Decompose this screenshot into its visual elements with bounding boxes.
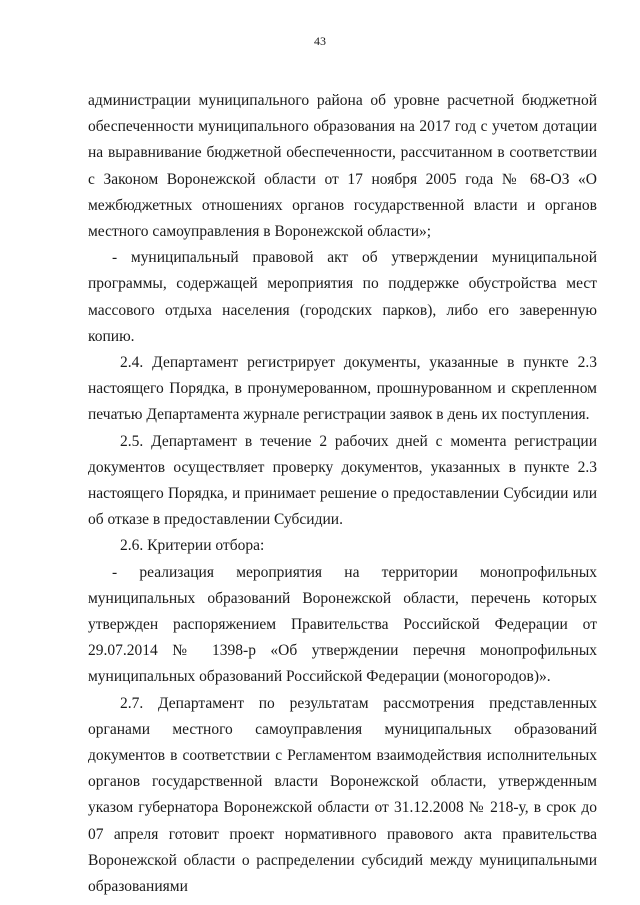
paragraph-continuation-administration: администрации муниципального района об уровне расчетной бюджетной обеспеченности муниципального образования на 2017 год с учетом дотации на выравнивание бюджетной обеспеченности, рассчитанном в соответствии с Законом Воронежской области от 17 ноября 2005 года № 68-ОЗ «О межбюджетных отношениях органов государственной власти и органов местного самоуправления в Воронежской области»; — [88, 92, 597, 241]
paragraph-2-6: 2.6. Критерии отбора: — [120, 537, 265, 555]
paragraph-2-7: 2.7. Департамент по результатам рассмотрения представленных органами местного самоуправления муниципальных образований документов в соответствии с Регламентом взаимодействия исполнительных органов государственной власти Воронежской области, утвержденным указом губернатора Воронежской области от 31.12.2008 № 218-у, в срок до 07 апреля готовит проект нормативного правового акта правительства Воронежской области о распределении субсидий между муниципальными образованиями — [88, 694, 597, 896]
paragraph-2-4: 2.4. Департамент регистрирует документы, указанные в пункте 2.3 настоящего Порядка, в пронумерованном, прошнурованном и скрепленном печатью Департамента журнале регистрации заявок в день их поступления. — [88, 354, 597, 424]
page-number: 43 — [314, 34, 326, 48]
document-body — [88, 88, 597, 900]
paragraph-bullet-municipal-act: - муниципальный правовой акт об утверждении муниципальной программы, содержащей мероприятия по поддержке обустройства мест массового отдыха населения (городских парков), либо его заверенную копию. — [88, 249, 597, 345]
paragraph-2-5: 2.5. Департамент в течение 2 рабочих дней с момента регистрации документов осуществляет проверку документов, указанных в пункте 2.3 настоящего Порядка, и принимает решение о предоставлении Субсидии или об отказе в предоставлении Субсидии. — [88, 432, 597, 529]
paragraph-bullet-selection-criteria: - реализация мероприятия на территории монопрофильных муниципальных образований Воронежской области, перечень которых утвержден распоряжением Правительства Российской Федерации от 29.07.2014 № 1398-р «Об утверждении перечня монопрофильных муниципальных образований Российской Федерации (моногородов)». — [88, 563, 597, 686]
